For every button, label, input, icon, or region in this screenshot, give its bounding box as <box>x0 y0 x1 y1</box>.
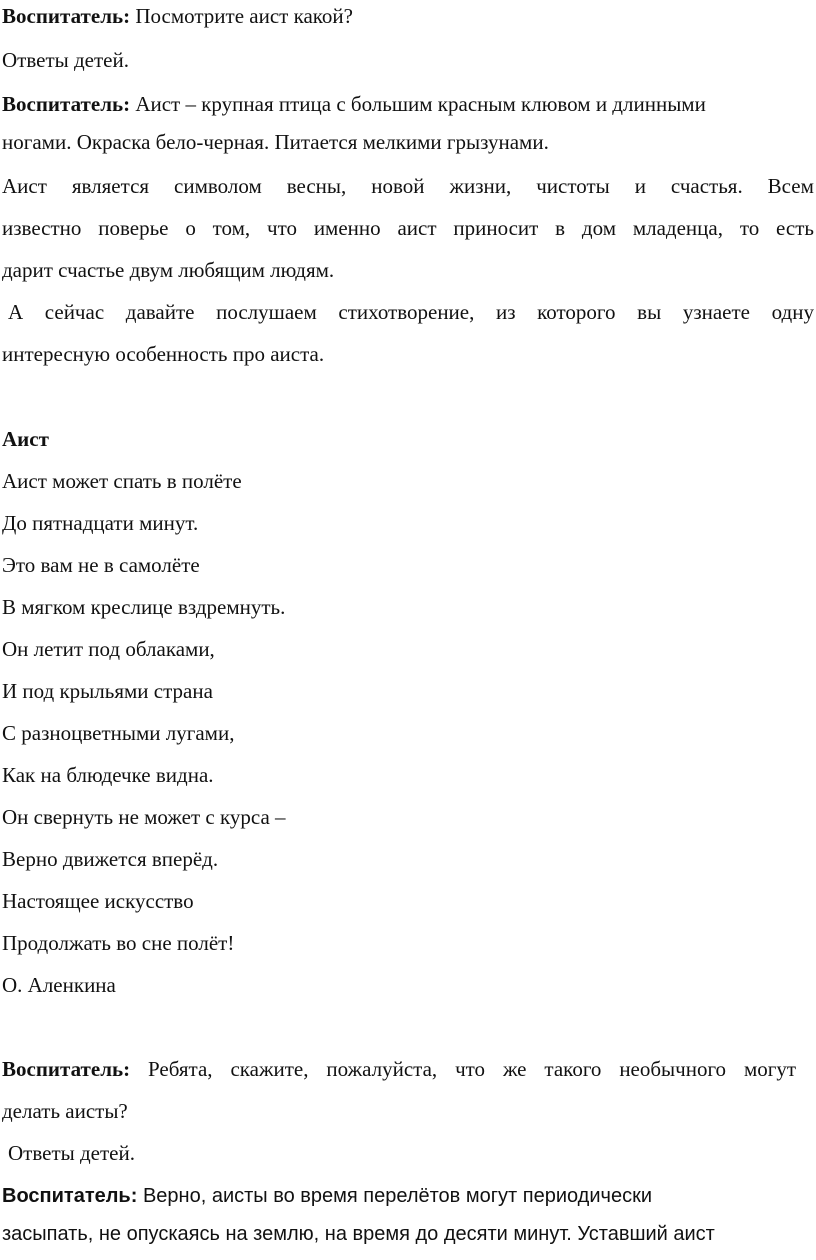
poem-title-text: Аист <box>2 427 49 451</box>
word: и <box>634 174 646 198</box>
word: приносит <box>453 216 539 240</box>
dialogue-text: ногами. Окраска бело-черная. Питается мелкими грызунами. <box>2 130 549 154</box>
dialogue-line <box>2 4 353 28</box>
children-answers: Ответы детей. <box>2 48 129 72</box>
word: именно <box>313 216 381 240</box>
word: символом <box>174 174 262 198</box>
word: вы <box>637 300 662 324</box>
paragraph-line <box>2 216 814 240</box>
word: из <box>496 300 516 324</box>
speaker-label: Воспитатель: <box>2 4 131 28</box>
word: в <box>555 216 566 240</box>
word: послушаем <box>216 300 317 324</box>
paragraph-line: дарит счастье двум любящим людям. <box>2 258 335 282</box>
paragraph-line <box>2 174 814 198</box>
word: то <box>739 216 760 240</box>
poem-line: В мягком креслице вздремнуть. <box>2 595 286 619</box>
word: узнаете <box>682 300 750 324</box>
word: пожалуйста, <box>326 1057 438 1081</box>
word: необычного <box>619 1057 727 1081</box>
word: счастья. <box>670 174 743 198</box>
word: стихотворение, <box>338 300 475 324</box>
word: Ребята, <box>147 1057 213 1081</box>
word: весны, <box>286 174 347 198</box>
speaker-label: Воспитатель: <box>2 1185 138 1207</box>
poem-line: Настоящее искусство <box>2 889 194 913</box>
word: о <box>185 216 196 240</box>
word: что <box>455 1057 486 1081</box>
word: А <box>8 300 24 324</box>
word: является <box>71 174 150 198</box>
word: сейчас <box>44 300 105 324</box>
word: новой <box>371 174 425 198</box>
paragraph-line <box>2 300 814 324</box>
poem-line: Аист может спать в полёте <box>2 469 242 493</box>
word: поверье <box>98 216 169 240</box>
word: Всем <box>767 174 814 198</box>
word: Аист <box>2 174 47 198</box>
dialogue-text: Посмотрите аист какой? <box>135 4 353 28</box>
word: дом <box>581 216 616 240</box>
word: младенца, <box>632 216 723 240</box>
word: есть <box>776 216 814 240</box>
word: аист <box>397 216 437 240</box>
word: чистоты <box>536 174 610 198</box>
dialogue-text: Верно, аисты во время перелётов могут периодически <box>142 1185 652 1207</box>
word: могут <box>743 1057 797 1081</box>
dialogue-line <box>2 1057 814 1081</box>
poem-line: Верно движется вперёд. <box>2 847 219 871</box>
poem-line: Продолжать во сне полёт! <box>2 931 235 955</box>
poem-line: Это вам не в самолёте <box>2 553 200 577</box>
children-answers-text: Ответы детей. <box>8 1141 135 1165</box>
word: скажите, <box>230 1057 309 1081</box>
word: том, <box>212 216 251 240</box>
children-answers <box>2 1141 135 1165</box>
word: давайте <box>125 300 195 324</box>
word: жизни, <box>449 174 512 198</box>
poem-title <box>2 427 49 451</box>
poem-line: Как на блюдечке видна. <box>2 763 214 787</box>
speaker-label: Воспитатель: <box>2 1057 131 1081</box>
poem-line: До пятнадцати минут. <box>2 511 199 535</box>
word: одну <box>771 300 814 324</box>
dialogue-text: делать аисты? <box>2 1099 128 1123</box>
dialogue-line <box>2 92 706 116</box>
word: же <box>502 1057 527 1081</box>
speaker-label: Воспитатель: <box>2 92 131 116</box>
poem-line: И под крыльями страна <box>2 679 213 703</box>
poem-author: О. Аленкина <box>2 973 116 997</box>
dialogue-text: Аист – крупная птица с большим красным клювом и длинными <box>135 92 706 116</box>
word: известно <box>2 216 82 240</box>
word: которого <box>537 300 616 324</box>
word: такого <box>544 1057 602 1081</box>
dialogue-text: засыпать, не опускаясь на землю, на время до десяти минут. Уставший аист <box>2 1223 715 1245</box>
poem-line: Он свернуть не может с курса – <box>2 805 286 829</box>
dialogue-line <box>2 1184 652 1208</box>
word: что <box>267 216 297 240</box>
poem-line: Он летит под облаками, <box>2 637 215 661</box>
paragraph-line: интересную особенность про аиста. <box>2 342 325 366</box>
poem-line: С разноцветными лугами, <box>2 721 235 745</box>
